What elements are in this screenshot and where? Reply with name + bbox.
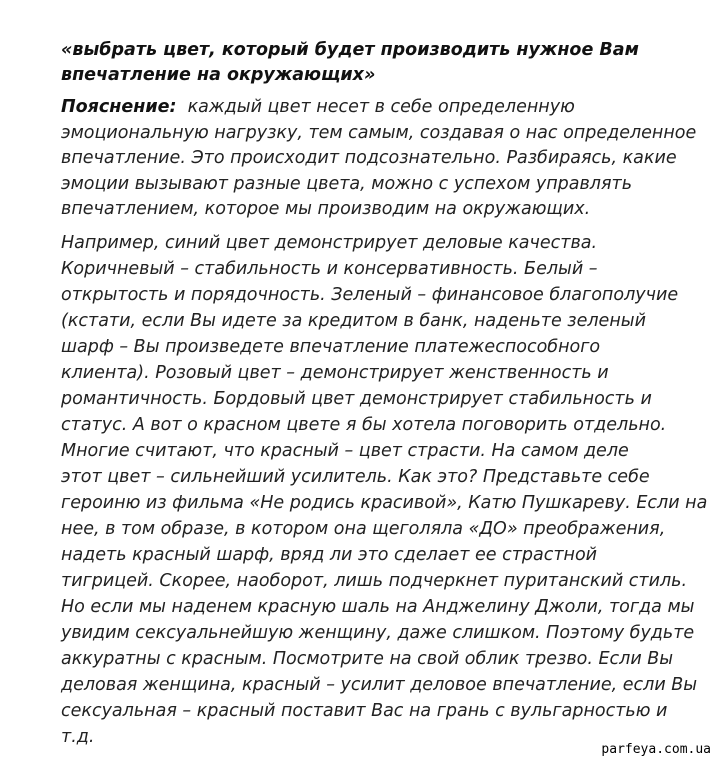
body-line: (кстати, если Вы идете за кредитом в банк, наденьте зеленый (61, 311, 646, 331)
body-line: тигрицей. Скорее, наоборот, лишь подчеркнет пуританский стиль. (61, 571, 688, 591)
body-line: романтичность. Бордовый цвет демонстрирует стабильность и (61, 389, 652, 409)
explanation-label: Пояснение: (61, 97, 177, 117)
body-line: нее, в том образе, в котором она щеголяла «ДО» преображения, (61, 519, 666, 539)
watermark: parfeya.com.ua (601, 742, 711, 757)
body-line: увидим сексуальнейшую женщину, даже слишком. Поэтому будьте (61, 623, 695, 643)
body-line: т.д. (61, 727, 95, 747)
body-line: статус. А вот о красном цвете я бы хотела поговорить отдельно. (61, 415, 667, 435)
body-line: шарф – Вы произведете впечатление платежеспособного (61, 337, 601, 357)
body-paragraph (61, 230, 709, 750)
heading (61, 38, 701, 88)
body-line: Коричневый – стабильность и консервативность. Белый – (61, 259, 598, 279)
explanation-line: впечатлением, которое мы производим на окружающих. (61, 199, 591, 219)
body-line: клиента). Розовый цвет – демонстрирует женственность и (61, 363, 609, 383)
explanation-first-text: каждый цвет несет в себе определенную (187, 97, 575, 117)
body-line: Многие считают, что красный – цвет страсти. На самом деле (61, 441, 629, 461)
body-line: открытость и порядочность. Зеленый – финансовое благополучие (61, 285, 679, 305)
explanation-line: эмоции вызывают разные цвета, можно с успехом управлять (61, 173, 633, 194)
body-line: деловая женщина, красный – усилит деловое впечатление, если Вы (61, 675, 698, 695)
explanation-line: эмоциональную нагрузку, тем самым, создавая о нас определенное (61, 122, 697, 143)
body-line: Но если мы наденем красную шаль на Анджелину Джоли, тогда мы (61, 597, 695, 617)
body-line: героиню из фильма «Не родись красивой», Катю Пушкареву. Если на (61, 493, 708, 513)
body-line: сексуальная – красный поставит Вас на грань с вульгарностью и (61, 701, 668, 721)
explanation-line: впечатление. Это происходит подсознательно. Разбираясь, какие (61, 148, 677, 168)
body-line: аккуратны с красным. Посмотрите на свой облик трезво. Если Вы (61, 649, 674, 669)
body-line: этот цвет – сильнейший усилитель. Как это? Представьте себе (61, 467, 650, 487)
explanation-paragraph (61, 95, 701, 223)
body-line: Например, синий цвет демонстрирует деловые качества. (61, 233, 598, 253)
heading-line: впечатление на окружающих» (61, 65, 376, 85)
heading-line: «выбрать цвет, который будет производить нужное Вам (61, 40, 639, 60)
explanation-first-line (61, 95, 701, 121)
body-line: надеть красный шарф, вряд ли это сделает ее страстной (61, 545, 598, 565)
